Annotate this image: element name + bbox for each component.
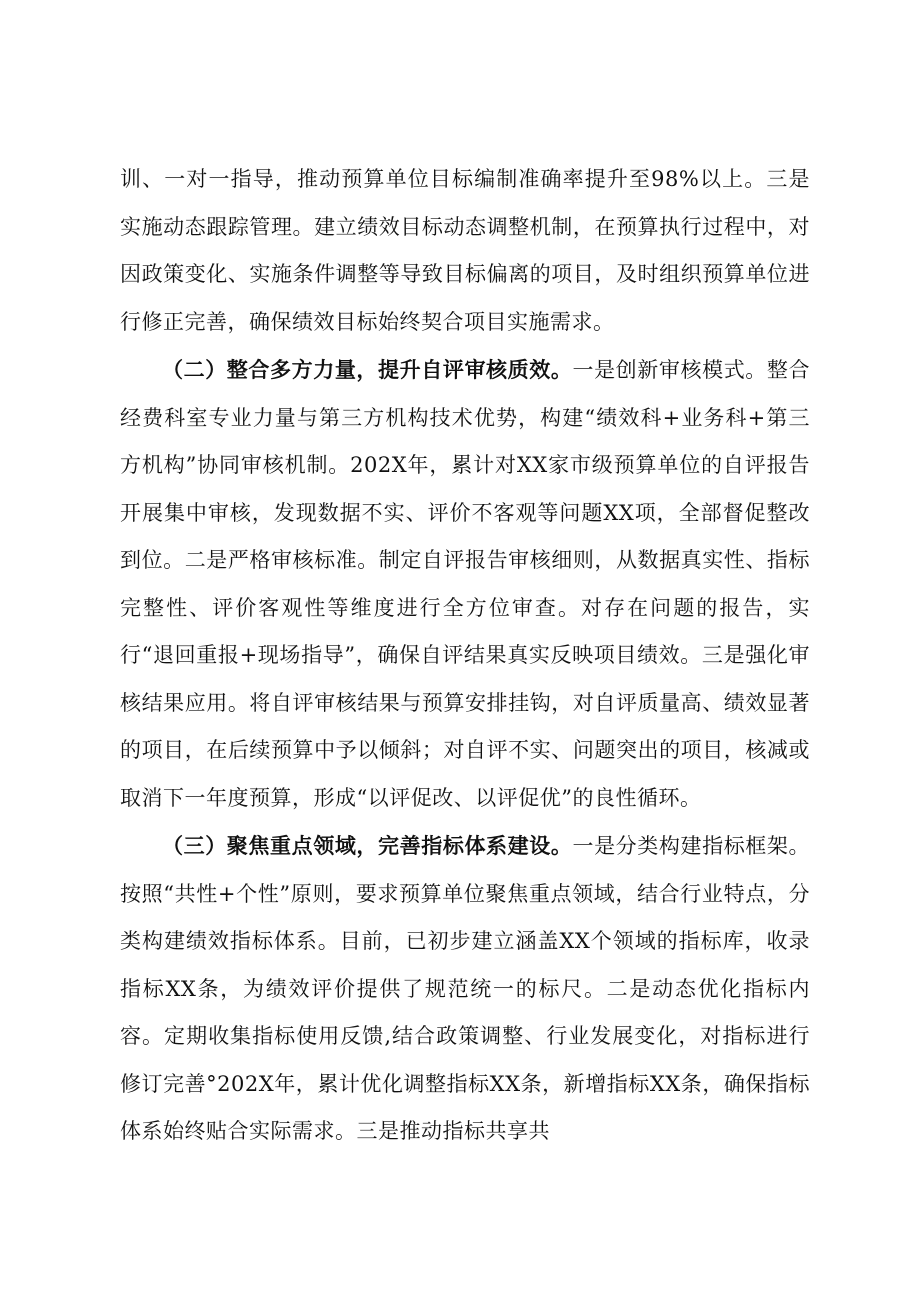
paragraph-3-text: 一是分类构建指标框架。按照“共性+个性”原则，要求预算单位聚焦重点领域，结合行业特点，分类构建绩效指标体系。目前，已初步建立涵盖XX个领域的指标库，收录指标XX条，为绩效评价提供了规范统一的标尺。二是动态优化指标内容。定期收集指标使用反馈,结合政策调整、行业发展变化，对指标进行修订完善°202X年，累计优化调整指标XX条，新增指标XX条，确保指标体系始终贴合实际需求。三是推动指标共享共 — [120, 834, 811, 1143]
document-body — [120, 155, 810, 1156]
paragraph-3 — [120, 822, 810, 1156]
paragraph-1-text: 训、一对一指导，推动预算单位目标编制准确率提升至98%以上。三是实施动态跟踪管理。建立绩效目标动态调整机制，在预算执行过程中，对因政策变化、实施条件调整等导致目标偏离的项目，及时组织预算单位进行修正完善，确保绩效目标始终契合项目实施需求。 — [120, 167, 810, 334]
paragraph-3-heading: （三）聚焦重点领域，完善指标体系建设。 — [162, 833, 573, 858]
paragraph-1 — [120, 155, 810, 346]
paragraph-2-text: 一是创新审核模式。整合经费科室专业力量与第三方机构技术优势，构建“绩效科+业务科+第三方机构”协同审核机制。202X年，累计对XX家市级预算单位的自评报告开展集中审核，发现数据不实、评价不客观等问题XX项，全部督促整改到位。二是严格审核标准。制定自评报告审核细则，从数据真实性、指标完整性、评价客观性等维度进行全方位审查。对存在问题的报告，实行“退回重报+现场指导”，确保自评结果真实反映项目绩效。三是强化审核结果应用。将自评审核结果与预算安排挂钩，对自评质量高、绩效显著的项目，在后续预算中予以倾斜；对自评不实、问题突出的项目，核减或取消下一年度预算，形成“以评促改、以评促优”的良性循环。 — [120, 358, 811, 810]
paragraph-2-heading: （二）整合多方力量，提升自评审核质效。 — [162, 357, 573, 382]
paragraph-2 — [120, 346, 810, 822]
